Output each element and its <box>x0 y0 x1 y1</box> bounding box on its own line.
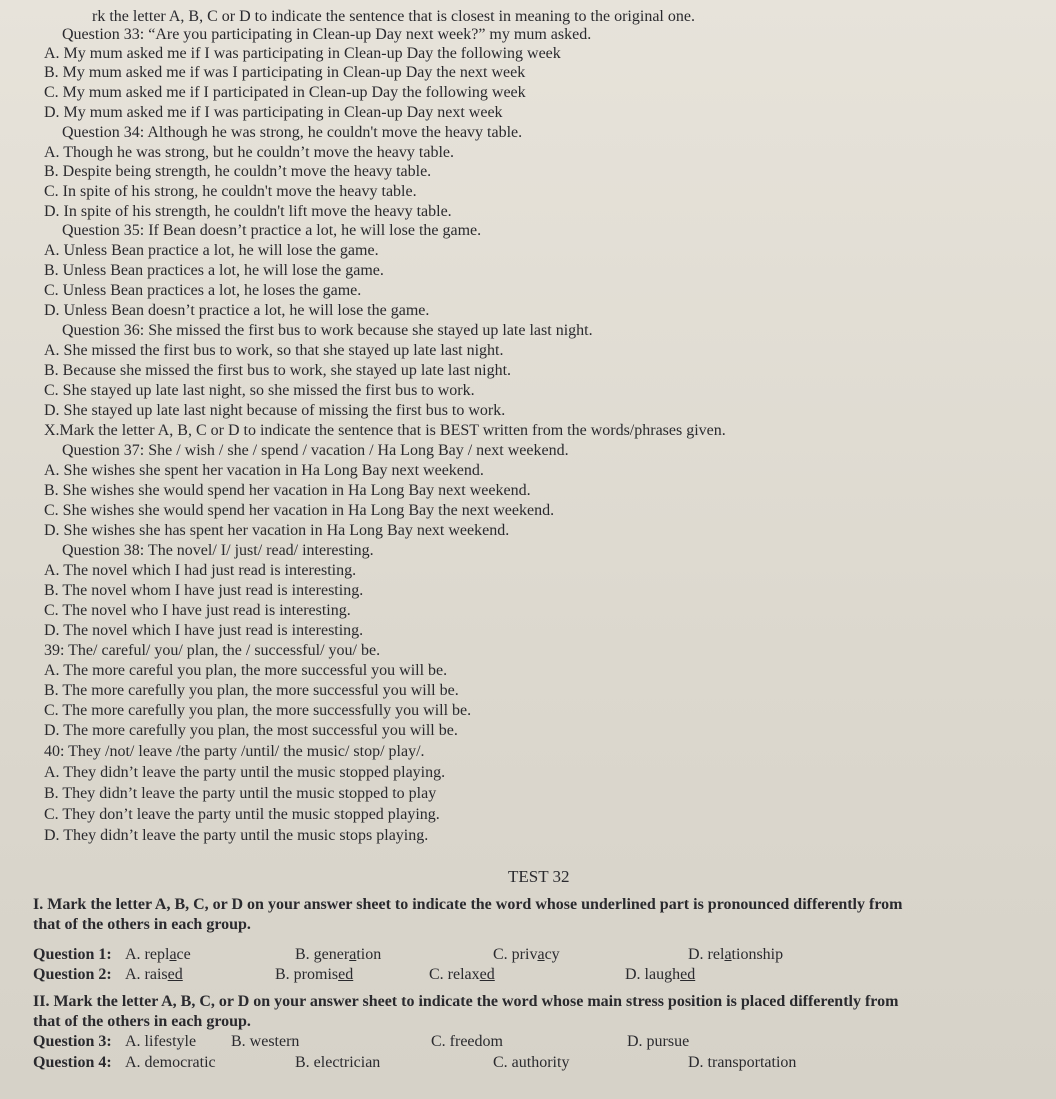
section-ii-instruction: II. Mark the letter A, B, C, or D on your answer sheet to indicate the word whose main stress position is placed differently from <box>33 993 899 1010</box>
test-q2-option-d <box>625 966 695 984</box>
test-q2-option-a <box>125 966 275 984</box>
q35-option-d: D. Unless Bean doesn’t practice a lot, he will lose the game. <box>44 302 430 319</box>
section-x-instruction: X.Mark the letter A, B, C or D to indicate the sentence that is BEST written from the words/phrases given. <box>44 422 726 439</box>
test-q2-b-text: B. promis <box>275 966 339 983</box>
test-q1-label: Question 1: <box>33 946 112 963</box>
test-q2-option-b <box>275 966 429 984</box>
q40-option-a: A. They didn’t leave the party until the music stopped playing. <box>44 764 446 781</box>
test-q1-option-a <box>125 946 295 964</box>
q40-option-b: B. They didn’t leave the party until the music stopped to play <box>44 785 437 802</box>
test-q1-option-c <box>493 946 688 964</box>
test-q1-d-underlined: a <box>724 946 732 963</box>
instruction-continued: rk the letter A, B, C or D to indicate the sentence that is closest in meaning to the original one. <box>92 8 695 25</box>
question-38: Question 38: The novel/ I/ just/ read/ interesting. <box>62 542 374 559</box>
test-q1-d-rest: tionship <box>731 946 784 963</box>
q37-option-d: D. She wishes she has spent her vacation in Ha Long Bay next weekend. <box>44 522 510 539</box>
q35-option-b: B. Unless Bean practices a lot, he will lose the game. <box>44 262 384 279</box>
section-i-instruction: I. Mark the letter A, B, C, or D on your answer sheet to indicate the word whose underlined part is pronounced differently from <box>33 896 903 913</box>
q33-option-c: C. My mum asked me if I participated in Clean-up Day the following week <box>44 84 526 101</box>
test-q2-b-underlined: ed <box>338 966 354 983</box>
test-title: TEST 32 <box>508 867 570 886</box>
test-question-2 <box>33 966 695 984</box>
test-q1-c-text: C. priv <box>493 946 538 963</box>
question-36: Question 36: She missed the first bus to work because she stayed up late last night. <box>62 322 593 339</box>
q36-option-c: C. She stayed up late last night, so she missed the first bus to work. <box>44 382 475 399</box>
q39-option-c: C. The more carefully you plan, the more successfully you will be. <box>44 702 472 719</box>
test-q1-a-rest: ce <box>176 946 191 963</box>
q36-option-b: B. Because she missed the first bus to work, she stayed up late last night. <box>44 362 512 379</box>
test-q4-option-d: D. transportation <box>688 1054 797 1071</box>
q34-option-b: B. Despite being strength, he couldn’t move the heavy table. <box>44 163 432 180</box>
question-40: 40: They /not/ leave /the party /until/ the music/ stop/ play/. <box>44 743 425 760</box>
question-33: Question 33: “Are you participating in Clean-up Day next week?” my mum asked. <box>62 26 592 43</box>
test-q2-d-underlined: ed <box>680 966 696 983</box>
q36-option-a: A. She missed the first bus to work, so that she stayed up late last night. <box>44 342 504 359</box>
test-q2-a-text: A. rais <box>125 966 168 983</box>
test-q3-option-c: C. freedom <box>431 1033 503 1050</box>
test-q2-a-underlined: ed <box>167 966 183 983</box>
q39-option-a: A. The more careful you plan, the more successful you will be. <box>44 662 448 679</box>
q35-option-a: A. Unless Bean practice a lot, he will lose the game. <box>44 242 379 259</box>
q34-option-d: D. In spite of his strength, he couldn't lift move the heavy table. <box>44 203 452 220</box>
q33-option-a: A. My mum asked me if I was participating in Clean-up Day the following week <box>44 45 561 62</box>
test-q1-c-rest: cy <box>544 946 560 963</box>
test-question-4 <box>33 1054 796 1072</box>
test-q4-label: Question 4: <box>33 1054 112 1071</box>
q38-option-a: A. The novel which I had just read is interesting. <box>44 562 357 579</box>
test-q4-option-c: C. authority <box>493 1054 570 1071</box>
test-q3-option-a: A. lifestyle <box>125 1033 197 1050</box>
test-q1-a-text: A. repl <box>125 946 170 963</box>
q35-option-c: C. Unless Bean practices a lot, he loses the game. <box>44 282 362 299</box>
test-q1-b-rest: tion <box>356 946 382 963</box>
q39-option-d: D. The more carefully you plan, the most successful you will be. <box>44 722 458 739</box>
test-q1-d-text: D. rel <box>688 946 725 963</box>
test-q1-a-underlined: a <box>169 946 177 963</box>
test-q1-option-d <box>688 946 783 964</box>
test-q1-c-underlined: a <box>537 946 545 963</box>
question-37: Question 37: She / wish / she / spend / vacation / Ha Long Bay / next weekend. <box>62 442 569 459</box>
test-q2-option-c <box>429 966 625 984</box>
test-q2-c-text: C. relax <box>429 966 480 983</box>
question-39: 39: The/ careful/ you/ plan, the / successful/ you/ be. <box>44 642 381 659</box>
test-q1-b-underlined: a <box>349 946 357 963</box>
test-question-1 <box>33 946 783 964</box>
section-ii-instruction-cont: that of the others in each group. <box>33 1013 251 1030</box>
q38-option-b: B. The novel whom I have just read is interesting. <box>44 582 364 599</box>
test-q2-c-underlined: ed <box>479 966 495 983</box>
q34-option-a: A. Though he was strong, but he couldn’t move the heavy table. <box>44 144 454 161</box>
q38-option-d: D. The novel which I have just read is interesting. <box>44 622 364 639</box>
test-q3-option-b: B. western <box>231 1033 300 1050</box>
question-34: Question 34: Although he was strong, he couldn't move the heavy table. <box>62 124 523 141</box>
q34-option-c: C. In spite of his strong, he couldn't move the heavy table. <box>44 183 417 200</box>
test-q4-option-a: A. democratic <box>125 1054 216 1071</box>
test-q1-option-b <box>295 946 493 964</box>
q36-option-d: D. She stayed up late last night because of missing the first bus to work. <box>44 402 506 419</box>
test-q4-option-b: B. electrician <box>295 1054 381 1071</box>
q38-option-c: C. The novel who I have just read is interesting. <box>44 602 351 619</box>
q40-option-d: D. They didn’t leave the party until the music stops playing. <box>44 827 429 844</box>
question-35: Question 35: If Bean doesn’t practice a lot, he will lose the game. <box>62 222 482 239</box>
q37-option-a: A. She wishes she spent her vacation in Ha Long Bay next weekend. <box>44 462 484 479</box>
test-q2-label: Question 2: <box>33 966 112 983</box>
q33-option-b: B. My mum asked me if was I participating in Clean-up Day the next week <box>44 64 526 81</box>
test-q3-label: Question 3: <box>33 1033 112 1050</box>
q40-option-c: C. They don’t leave the party until the music stopped playing. <box>44 806 440 823</box>
test-q1-b-text: B. gener <box>295 946 350 963</box>
q39-option-b: B. The more carefully you plan, the more successful you will be. <box>44 682 459 699</box>
q33-option-d: D. My mum asked me if I was participating in Clean-up Day next week <box>44 104 503 121</box>
q37-option-b: B. She wishes she would spend her vacation in Ha Long Bay next weekend. <box>44 482 531 499</box>
section-i-instruction-cont: that of the others in each group. <box>33 916 251 933</box>
q37-option-c: C. She wishes she would spend her vacation in Ha Long Bay the next weekend. <box>44 502 555 519</box>
test-q3-option-d: D. pursue <box>627 1033 690 1050</box>
test-question-3 <box>33 1033 689 1051</box>
test-q2-d-text: D. laugh <box>625 966 681 983</box>
